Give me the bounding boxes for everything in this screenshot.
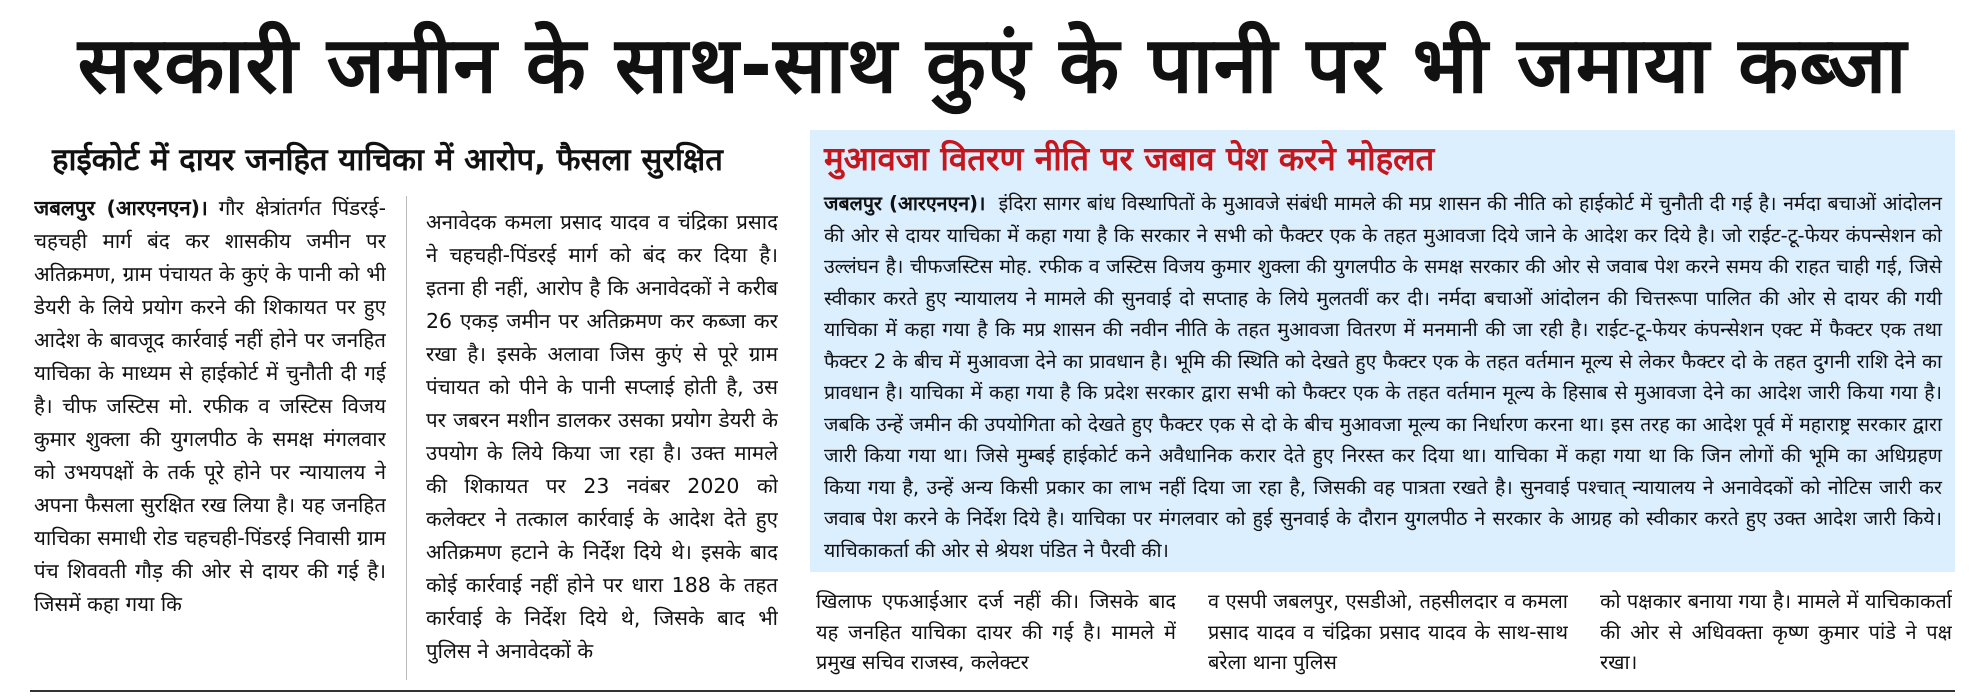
story-dateline: जबलपुर (आरएनएन)।: [34, 196, 208, 220]
column-divider: [406, 196, 407, 680]
column-3-text: खिलाफ एफआईआर दर्ज नहीं की। जिसके बाद यह जनहित याचिका दायर की गई है। मामले में प्रमुख सचिव राजस्व, कलेक्टर: [816, 589, 1176, 674]
story-column-5: [1600, 586, 1952, 686]
boxed-news-body: [824, 188, 1942, 566]
boxed-news-text: इंदिरा सागर बांध विस्थापितों के मुआवजे संबंधी मामले की मप्र शासन की नीति को हाईकोर्ट में चुनौती दी गई है। नर्मदा बचाओं आंदोलन की ओर से दायर याचिका में कहा गया है कि सरकार ने सभी को फैक्टर एक के तहत मुआवजा दिये जाने के आदेश कर दिये है। जो राईट-टू-फेयर कंपन्सेशन को उल्लंघन है। चीफजस्टिस मोह. रफीक व जस्टिस विजय कुमार शुक्ला की युगलपीठ के समक्ष सरकार की ओर से जवाब पेश करने समय की राहत चाही गई, जिसे स्वीकार करते हुए न्यायालय ने मामले की सुनवाई दो सप्ताह के लिये मुलतवीं कर दी। नर्मदा बचाओं आंदोलन की चित्तरूपा पालित की ओर से दायर की गयी याचिका में कहा गया है कि मप्र शासन की नवीन नीति के तहत मुआवजा वितरण में मनमानी की जा रही है। राईट-टू-फेयर कंपन्सेशन एक्ट में फैक्टर एक तथा फैक्टर 2 के बीच में मुआवजा देने का प्रावधान है। भूमि की स्थिति को देखते हुए फैक्टर एक के तहत वर्तमान मूल्य से लेकर फैक्टर दो के तहत दुगनी राशि देने का प्रावधान है। याचिका में कहा गया है कि प्रदेश सरकार द्वारा सभी को फैक्टर एक के तहत वर्तमान मूल्य के हिसाब से मुआवजा देने का आदेश जारी किया गया है। जबकि उन्हें जमीन की उपयोगिता को देखते हुए फैक्टर एक से दो के बीच मुआवजा मूल्य का निर्धारण करना था। इस तरह का आदेश पूर्व में महाराष्ट्र सरकार द्वारा जारी किया गया था। जिसे मुम्बई हाईकोर्ट कने अवैधानिक करार देते हुए निरस्त कर दिया था। याचिका में कहा गया था कि जिन लोगों की भूमि का अधिग्रहण किया गया है, उन्हें अन्य किसी प्रकार का लाभ नहीं दिया जा रहा है, जिसकी वह पात्रता रखते है। सुनवाई पश्चात् न्यायालय ने अनावेदकों को नोटिस जारी कर जवाब पेश करने के निर्देश दिये है। याचिका पर मंगलवार को हुई सुनवाई के दौरान युगलपीठ ने सरकार के आग्रह को स्वीकार करते हुए उक्त आदेश जारी किये। याचिकाकर्ता की ओर से श्रेयश पंडित ने पैरवी की।: [824, 192, 1943, 562]
column-1-text: गौर क्षेत्रांतर्गत पिंडरई-चहचही मार्ग बंद कर शासकीय जमीन पर अतिक्रमण, ग्राम पंचायत के कुएं के पानी को भी डेयरी के लिये प्रयोग करने की शिकायत पर हुए आदेश के बावजूद कार्रवाई नहीं होने पर जनहित याचिका के माध्यम से हाईकोर्ट में चुनौती दी गई है। चीफ जस्टिस मो. रफीक व जस्टिस विजय कुमार शुक्ला की युगलपीठ के समक्ष मंगलवार को उभयपक्षों के तर्क पूरे होने पर न्यायालय ने अपना फैसला सुरक्षित रख लिया है। यह जनहित याचिका समाधी रोड चहचही-पिंडरई निवासी ग्राम पंच शिववती गौड़ की ओर से दायर की गई है। जिसमें कहा गया कि: [34, 196, 386, 616]
column-2-text: अनावेदक कमला प्रसाद यादव व चंद्रिका प्रसाद ने चहचही-पिंडरई मार्ग को बंद कर दिया है। इतना ही नहीं, आरोप है कि अनावेदकों ने करीब 26 एकड़ जमीन पर अतिक्रमण कर कब्जा कर रखा है। इसके अलावा जिस कुएं से पूरे ग्राम पंचायत को पीने के पानी सप्लाई होती है, उस पर जबरन मशीन डालकर उसका प्रयोग डेयरी के उपयोग के लिये किया जा रहा है। उक्त मामले की शिकायत पर 23 नवंबर 2020 को कलेक्टर ने तत्काल कार्रवाई के आदेश देते हुए अतिक्रमण हटाने के निर्देश दिये थे। इसके बाद कोई कार्रवाई नहीं होने पर धारा 188 के तहत कार्रवाई के निर्देश दिये थे, जिसके बाद भी पुलिस ने अनावेदकों के: [426, 210, 778, 663]
story-column-1: [34, 192, 386, 682]
story-column-3: [816, 586, 1176, 686]
story-subheading: हाईकोर्ट में दायर जनहित याचिका में आरोप, फैसला सुरक्षित: [52, 142, 723, 178]
boxed-news-title: मुआवजा वितरण नीति पर जबाव पेश करने मोहलत: [824, 139, 1435, 178]
story-column-4: [1208, 586, 1568, 686]
page-headline: सरकारी जमीन के साथ-साथ कुएं के पानी पर भी जमाया कब्जा: [77, 21, 1908, 111]
boxed-news-dateline: जबलपुर (आरएनएन)।: [824, 192, 986, 215]
bottom-rule: [30, 690, 1955, 692]
column-5-text: को पक्षकार बनाया गया है। मामले में याचिकाकर्ता की ओर से अधिवक्ता कृष्ण कुमार पांडे ने पक्ष रखा।: [1600, 589, 1952, 674]
column-1-paragraph: [34, 192, 386, 621]
boxed-news-item: [810, 130, 1955, 572]
story-column-2: [426, 206, 778, 684]
column-4-text: व एसपी जबलपुर, एसडीओ, तहसीलदार व कमला प्रसाद यादव व चंद्रिका प्रसाद यादव के साथ-साथ बरेला थाना पुलिस: [1208, 589, 1568, 674]
boxed-news-paragraph: [824, 188, 1942, 566]
